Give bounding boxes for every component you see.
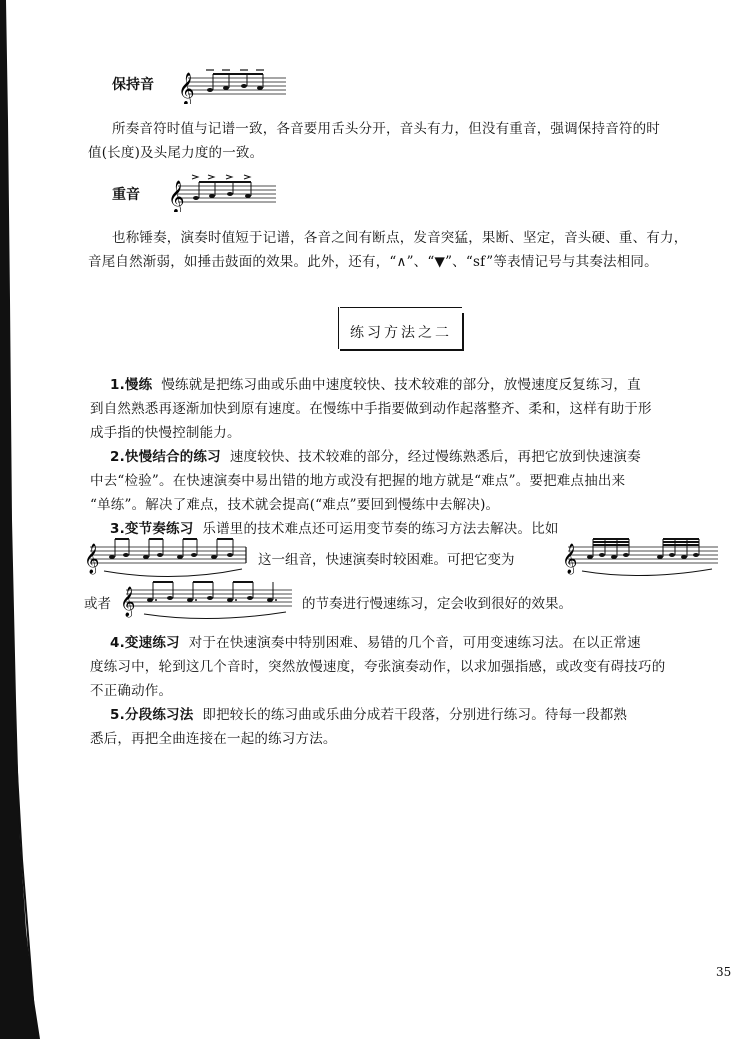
method-2-title: 2.快慢结合的练习: [110, 449, 221, 465]
sustain-label: 保持音: [112, 77, 154, 93]
text-line: 到自然熟悉再逐渐加快到原有速度。在慢练中手指要做到动作起落整齐、柔和，这样有助于形: [90, 401, 652, 417]
method-4: [90, 631, 665, 703]
treble-clef-icon: 𝄞: [168, 180, 185, 212]
text-line: “单练”。解决了难点，技术就会提高(“难点”要回到慢练中去解决)。: [90, 497, 500, 513]
method-4-title: 4.变速练习: [110, 635, 180, 651]
section-title: 练习方法之二: [350, 325, 452, 341]
text-line: 度练习中，轮到这几个音时，突然放慢速度，夸张演奏动作，以求加强指感，或改变有碍技巧的: [90, 659, 666, 675]
treble-clef-icon: 𝄞: [178, 72, 195, 104]
method-3-inline-1: 这一组音，快速演奏时较困难。可把它变为: [258, 552, 515, 568]
text-line: 对于在快速演奏中特别困难、易错的几个音，可用变速练习法。在以正常速: [188, 635, 641, 651]
accent-notation: [166, 172, 278, 212]
page-number: 35: [716, 965, 732, 979]
text-line: 值(长度)及头尾力度的一致。: [88, 145, 264, 161]
method-5-title: 5.分段练习法: [110, 707, 194, 723]
treble-clef-icon: 𝄞: [562, 544, 578, 574]
treble-clef-icon: 𝄞: [84, 544, 100, 574]
rhythm-example-original: [84, 533, 252, 581]
text-line: 即把较长的练习曲或乐曲分成若干段落，分别进行练习。待每一段都熟: [202, 707, 628, 723]
method-5: [90, 703, 627, 751]
accent-description: [88, 226, 688, 274]
sustain-notation: [176, 66, 288, 104]
method-2: [90, 445, 641, 517]
text-line: 不正确动作。: [90, 683, 173, 699]
treble-clef-icon: 𝄞: [120, 587, 136, 617]
sustain-description: [88, 117, 660, 165]
text-line: 也称锤奏，演奏时值短于记谱，各音之间有断点，发音突猛，果断、坚定，音头硬、重、有力，: [112, 230, 688, 246]
accent-label: 重音: [112, 187, 140, 203]
text-line: 乐谱里的技术难点还可运用变节奏的练习方法去解决。比如: [202, 521, 559, 537]
method-3-or: 或者: [84, 596, 111, 612]
text-line: 成手指的快慢控制能力。: [90, 425, 241, 441]
text-line: 所奏音符时值与记谱一致，各音要用舌头分开，音头有力，但没有重音，强调保持音符的时: [112, 121, 660, 137]
text-line: 速度较快、技术较难的部分，经过慢练熟悉后，再把它放到快速演奏: [229, 449, 641, 465]
method-1-title: 1.慢练: [110, 377, 153, 393]
text-line: 悉后，再把全曲连接在一起的练习方法。: [90, 731, 337, 747]
section-title-box: [340, 313, 464, 351]
rhythm-example-variant-1: [562, 533, 722, 579]
binding-edge-shadow: [0, 0, 40, 1039]
method-3-title: 3.变节奏练习: [110, 521, 194, 537]
method-1: [90, 373, 652, 445]
text-line: 中去“检验”。在快速演奏中易出错的地方或没有把握的地方就是“难点”。要把难点抽出来: [90, 473, 626, 489]
rhythm-example-variant-2: [120, 576, 296, 622]
text-line: 音尾自然渐弱，如捶击鼓面的效果。此外，还有，“∧”、“▼”、“sf”等表情记号与其奏法相同。: [88, 254, 658, 270]
method-3-inline-2: 的节奏进行慢速练习，定会收到很好的效果。: [302, 596, 572, 612]
text-line: 慢练就是把练习曲或乐曲中速度较快、技术较难的部分，放慢速度反复练习，直: [161, 377, 641, 393]
